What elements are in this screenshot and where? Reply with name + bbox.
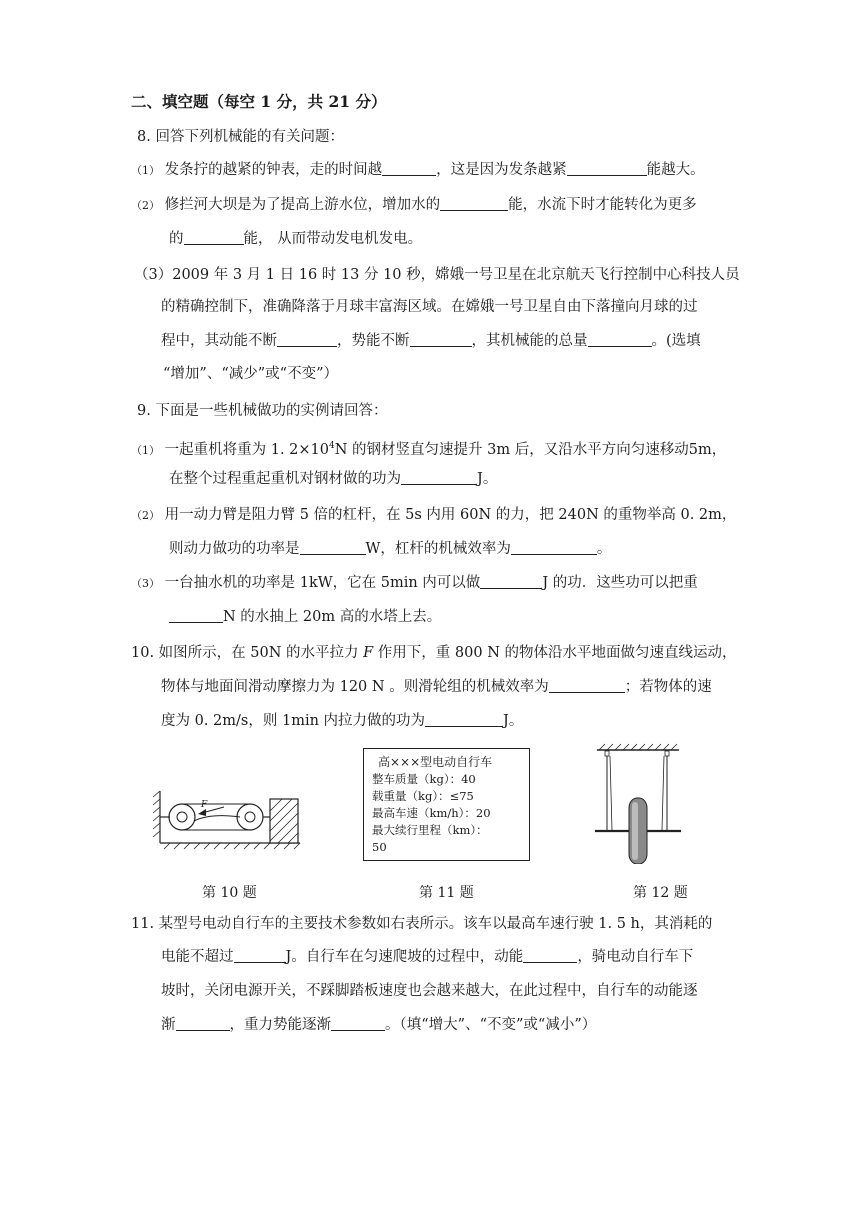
q9-p2-text-c: W，杠杆的机械效率为 <box>365 541 511 557</box>
spec-line-range: 最大续行里程（km）： <box>372 823 488 837</box>
q9-part2-cont <box>169 539 611 559</box>
q8-part3-line3 <box>161 331 701 351</box>
q8-p2-text-c: 的 <box>169 231 184 247</box>
q9-part3-cont <box>169 607 441 627</box>
q8-p3-text-d: ，势能不断 <box>337 333 410 349</box>
q11-text-c: J。自行车在匀速爬坡的过程中，动能 <box>285 949 524 965</box>
q10-text-a: 10. 如图所示，在 50N 的水平拉力 <box>131 645 364 661</box>
ceiling-hatch <box>599 744 677 750</box>
q10-line3 <box>161 711 523 731</box>
q9-p1-blank[interactable] <box>401 470 477 485</box>
wheel-figure <box>593 742 683 864</box>
q8-p2-blank-2[interactable] <box>184 230 244 245</box>
q8-part3-line2: 的精确控制下，准确降落于月球丰富海区域。在嫦娥一号卫星自由下落撞向月球的过 <box>161 299 698 315</box>
q8-p1-blank-2[interactable] <box>567 161 647 176</box>
movable-pulley <box>237 804 263 830</box>
force-label: F <box>201 800 208 810</box>
q8-stem: 8. 回答下列机械能的有关问题： <box>137 129 344 145</box>
q9-part3 <box>131 573 698 594</box>
q10-line2 <box>161 677 712 697</box>
q9-p3-blank-1[interactable] <box>480 574 542 589</box>
q11-blank-2[interactable] <box>523 948 577 963</box>
ground-hatch <box>164 843 300 849</box>
q9-p1-text-d: J。 <box>477 471 498 487</box>
caption-q11: 第 11 题 <box>419 885 474 901</box>
q11-text-g: ，重力势能逐渐 <box>229 1017 331 1033</box>
q9-p1-text-a: 一起重机将重为 1. 2×10 <box>164 441 329 458</box>
q8-p3-text-c: 程中，其动能不断 <box>161 333 277 349</box>
q11-blank-1[interactable] <box>234 948 286 963</box>
q11-text-f: 渐 <box>161 1017 176 1033</box>
wall-hatch <box>153 791 160 837</box>
spec-line-load: 载重量（kg）：≤75 <box>372 789 474 803</box>
q9-p1-exponent: 4 <box>329 441 335 451</box>
q11-blank-4[interactable] <box>331 1016 385 1031</box>
q9-p3-text-a: 一台抽水机的功率是 1kW，它在 5min 内可以做 <box>164 575 481 591</box>
q8-p2-label: （2） <box>131 199 160 212</box>
q9-p1-label: （1） <box>131 443 160 457</box>
q8-p2-text-a: 修拦河大坝是为了提高上游水位，增加水的 <box>164 197 441 213</box>
q9-p3-label: （3） <box>131 577 160 590</box>
q9-part1-cont <box>169 469 497 489</box>
q10-text-g: J。 <box>503 713 524 729</box>
q9-p2-text-b: 则动力做功的功率是 <box>169 541 300 557</box>
spec-line-range-value: 50 <box>372 840 387 854</box>
q8-part2 <box>131 195 697 216</box>
q11-line2 <box>161 947 693 967</box>
q9-p2-blank-1[interactable] <box>300 540 366 555</box>
q9-p1-text-b: N 的钢材竖直匀速提升 3m 后，又沿水平方向匀速移动5m， <box>334 441 727 458</box>
q8-p1-label: （1） <box>131 164 160 177</box>
q8-p1-blank-1[interactable] <box>382 161 436 176</box>
q8-p3-blank-3[interactable] <box>588 332 652 347</box>
section-title: 二、填空题（每空 1 分，共 21 分） <box>131 92 387 111</box>
q11-line4 <box>161 1015 596 1035</box>
q8-part3-line4: “增加”、“减少”或“不变”） <box>163 366 338 382</box>
force-arrow <box>198 809 206 816</box>
q8-p2-text-b: 能，水流下时才能转化为更多 <box>508 197 697 213</box>
q8-p1-text-a: 发条拧的越紧的钟表，走的时间越 <box>164 162 383 178</box>
spec-line-speed: 最高车速（km/h）：20 <box>372 806 491 820</box>
q10-blank-1[interactable] <box>549 678 625 693</box>
q11-line1: 11. 某型号电动自行车的主要技术参数如右表所示。该车以最高车速行驶 1. 5 h，其消耗的 <box>131 916 713 932</box>
q10-text-c: 物体与地面间滑动摩擦力为 120 N 。则滑轮组的机械效率为 <box>161 679 549 695</box>
q9-p2-blank-2[interactable] <box>511 540 597 555</box>
q11-blank-3[interactable] <box>176 1016 230 1031</box>
fixed-pulley <box>169 804 195 830</box>
q9-p3-text-c: N 的水抽上 20m 高的水塔上去。 <box>223 609 442 625</box>
q9-p2-text-a: 用一动力臂是阻力臂 5 倍的杠杆，在 5s 内用 60N 的力，把 240N 的重物举高 0. 2m， <box>164 507 737 523</box>
q8-p3-text-e: ，其机械能的总量 <box>471 333 588 349</box>
q9-p2-label: （2） <box>131 509 160 522</box>
q8-p2-blank-1[interactable] <box>440 196 508 211</box>
spec-line-mass: 整车质量（kg）：40 <box>372 772 476 786</box>
q10-text-d: ；若物体的速 <box>624 679 712 695</box>
q11-text-b: 电能不超过 <box>161 949 234 965</box>
caption-q12: 第 12 题 <box>633 885 688 901</box>
caption-q10: 第 10 题 <box>202 885 257 901</box>
q9-p3-blank-2[interactable] <box>169 608 223 623</box>
q8-p1-text-b: ，这是因为发条越紧 <box>436 162 567 178</box>
q9-stem: 9. 下面是一些机械做功的实例请回答： <box>137 403 388 419</box>
q10-line1 <box>131 643 737 663</box>
q9-part2 <box>131 505 736 526</box>
spec-line-title: 高×××型电动自行车 <box>378 755 493 769</box>
ebike-spec-table <box>363 748 530 861</box>
q10-force-symbol: F <box>363 645 374 661</box>
q8-p2-text-d: 能， 从而带动发电机发电。 <box>243 231 423 247</box>
pulley-figure <box>150 785 310 851</box>
q8-p3-blank-1[interactable] <box>277 332 337 347</box>
q10-text-e: 度为 0. 2m/s，则 1min 内拉力做的功为 <box>161 713 426 729</box>
q8-part1 <box>131 160 705 181</box>
q11-text-d: ，骑电动自行车下 <box>577 949 694 965</box>
q9-p2-text-d: 。 <box>596 541 612 557</box>
q9-p1-text-c: 在整个过程重起重机对钢材做的功为 <box>169 471 401 487</box>
q11-line3: 坡时，关闭电源开关，不踩脚踏板速度也会越来越大，在此过程中，自行车的动能逐 <box>161 983 698 999</box>
q8-part3-line1: （3）2009 年 3 月 1 日 16 时 13 分 10 秒，嫦娥一号卫星在北京航天飞行控制中心科技人员 <box>134 267 740 283</box>
q8-p1-text-c: 能越大。 <box>646 162 705 178</box>
q10-text-b: 作用下，重 800 N 的物体沿水平地面做匀速直线运动， <box>373 645 737 661</box>
q9-p3-text-b: J 的功．这些功可以把重 <box>542 575 698 591</box>
q8-p3-text-f: 。(选填 <box>651 333 701 349</box>
q10-blank-2[interactable] <box>425 712 503 727</box>
q11-text-h: 。（填“增大”、“不变”或“减小”） <box>385 1017 597 1033</box>
q9-part1 <box>131 436 726 461</box>
q8-p3-blank-2[interactable] <box>410 332 472 347</box>
q8-part2-cont <box>169 229 422 249</box>
